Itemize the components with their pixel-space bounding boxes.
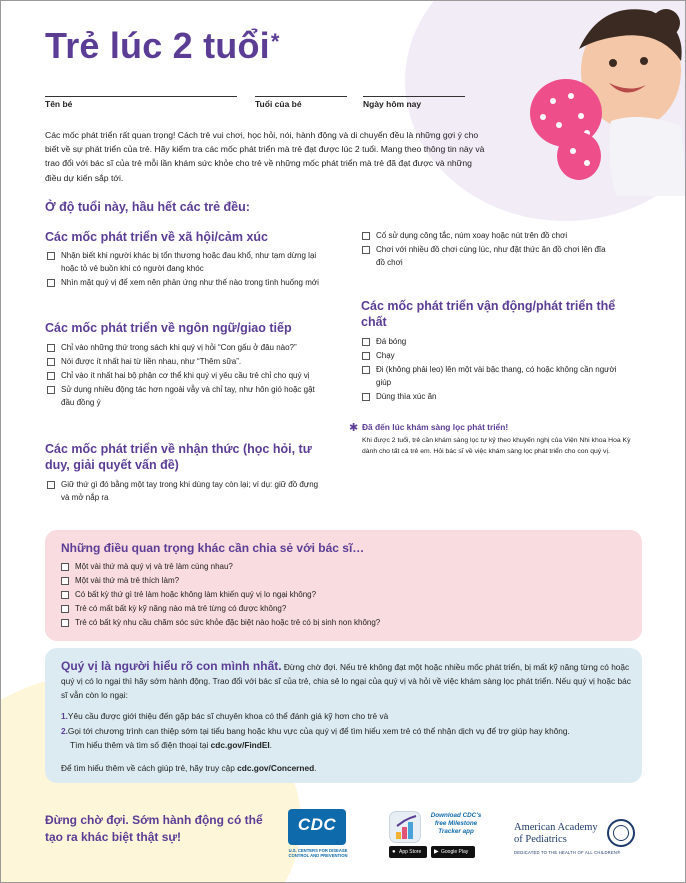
movement-item[interactable]: Đá bóng [362,335,632,348]
know-your-child-body: Đừng chờ đợi. Nếu trẻ không đạt một hoặc nhiều mốc phát triển, bị mất kỹ năng từng có hoặc quý vị có lo ngại thì hãy sớm hành động. Trao đổi với bác sĩ của trẻ, chia sẻ lo ngại của quý vị và hỏi về việc khám sàng lọc phát triển. Nếu quý vị hoặc bác sĩ vẫn còn lo ngại: [61,662,631,700]
app-store-badge[interactable] [389,846,427,858]
google-play-label: Google Play [441,849,469,855]
step-2-line-2 [61,738,631,752]
concerned-link[interactable]: cdc.gov/Concerned [237,763,315,773]
step-2-more-text: Tìm hiểu thêm và tìm số điện thoại tại [70,740,211,750]
today-date-label: Ngày hôm nay [363,99,422,109]
social-list [47,249,322,290]
at-this-age-heading: Ở độ tuổi này, hầu hết các trẻ đều: [45,200,250,214]
find-ei-link[interactable]: cdc.gov/FindEI [210,740,270,750]
child-name-label: Tên bé [45,99,73,109]
step-1-text: Yêu cầu được giới thiệu đến gặp bác sĩ chuyên khoa có thể đánh giá kỹ hơn cho trẻ và [67,711,389,721]
movement-list [362,335,632,404]
step-2-end: . [269,740,272,750]
other-things-item[interactable]: Trẻ có bất kỳ nhu cầu chăm sóc sức khỏe đặc biệt nào hoặc trẻ có bị sinh non không? [61,616,621,629]
know-your-child-text [61,659,631,702]
aap-name-line-1: American Academy [514,822,598,833]
child-photo [521,1,686,196]
cognitive-item[interactable]: Chơi với nhiều đồ chơi cùng lúc, như đặt thức ăn đồ chơi lên đĩa đồ chơi [362,243,607,269]
page-title [45,25,280,67]
step-1-number: 1. [61,711,68,721]
step-2-text: Gọi tới chương trình can thiệp sớm tại tiểu bang hoặc khu vực của quý vị để tìm hiểu xem trẻ có thể nhận dịch vụ để trợ giúp hay không. [67,726,570,736]
language-section-title: Các mốc phát triển về ngôn ngữ/giao tiếp [45,321,292,335]
know-your-child-highlight: Quý vị là người hiểu rõ con mình nhất. [61,659,282,673]
cdc-subtitle: U.S. CENTERS FOR DISEASE CONTROL AND PREVENTION [288,848,348,858]
movement-section-title: Các mốc phát triển vận động/phát triển thể chất [361,299,616,329]
cognitive-item[interactable]: Cố sử dụng công tắc, núm xoay hoặc nút trên đồ chơi [362,229,607,242]
know-your-child-box [45,648,642,783]
cognitive-list-right [362,229,607,270]
other-things-item[interactable]: Trẻ có mất bất kỳ kỹ năng nào mà trẻ từng có được không? [61,602,621,615]
screening-heading: Đã đến lúc khám sàng lọc phát triển! [362,422,509,432]
tagline: Đừng chờ đợi. Sớm hành động có thể tạo ra khác biệt thật sự! [45,813,263,844]
other-things-title: Những điều quan trọng khác cần chia sẻ với bác sĩ… [61,541,365,555]
cdc-logo[interactable] [288,809,346,845]
other-things-item[interactable]: Một vài thứ mà quý vị và trẻ làm cùng nhau? [61,560,621,573]
language-item[interactable]: Chỉ vào ít nhất hai bộ phận cơ thể khi quý vị yêu cầu trẻ chỉ cho quý vị [47,369,322,382]
star-icon: ✱ [349,422,359,434]
social-item[interactable]: Nhìn mặt quý vị để xem nên phản ứng như thế nào trong tình huống mới [47,276,322,289]
aap-name [514,822,598,846]
step-1 [61,709,631,723]
cognitive-list-left [47,478,322,505]
cdc-logo-text: CDC [297,815,337,834]
milestone-tracker-icon [390,812,421,843]
app-promo-text: Download CDC's free Milestone Tracker app [430,812,482,835]
title-asterisk: * [270,29,280,54]
screening-body: Khi được 2 tuổi, trẻ cần khám sàng lọc tự kỷ theo khuyến nghị của Viện Nhi khoa Hoa Kỳ dành cho tất cả trẻ em. Hỏi bác sĩ về việc khám sàng lọc phát triển cho con quý vị. [362,437,631,455]
cognitive-section-title: Các mốc phát triển về nhận thức (học hỏi, tư duy, giải quyết vấn đề) [45,442,312,472]
intro-paragraph: Các mốc phát triển rất quan trọng! Cách trẻ vui chơi, học hỏi, nói, hành động và di chuyển đều là những gợi ý cho biết về sự phát triển của trẻ. Hãy kiểm tra các mốc phát triển mà trẻ đạt được lúc 2 tuổi. Mang theo thông tin này và trao đổi với bác sĩ của trẻ mỗi lần khám sức khỏe cho trẻ về những mốc phát triển mà trẻ đã đạt được và những điều dự kiến sắp tới. [45,130,485,183]
language-item[interactable]: Nói được ít nhất hai từ liền nhau, như “Thêm sữa”. [47,355,322,368]
step-2 [61,724,631,738]
language-list [47,341,322,410]
other-things-box [45,530,642,641]
child-name-line[interactable] [45,96,237,97]
app-store-label: App Store [399,849,422,855]
language-item[interactable]: Chỉ vào những thứ trong sách khi quý vị hỏi “Con gấu ở đâu nào?” [47,341,322,354]
language-item[interactable]: Sử dụng nhiều động tác hơn ngoài vẫy và chỉ tay, như hôn gió hoặc gật đầu đồng ý [47,383,322,409]
social-section-title: Các mốc phát triển về xã hội/cảm xúc [45,230,268,244]
aap-name-line-2: of Pediatrics [514,834,567,845]
movement-item[interactable]: Dùng thìa xúc ăn [362,390,632,403]
today-date-line[interactable] [363,96,465,97]
google-play-badge[interactable] [431,846,475,858]
step-2-number: 2. [61,726,68,736]
learn-more-text [61,763,316,773]
title-text: Trẻ lúc 2 tuổi [45,25,270,66]
child-age-label: Tuổi của bé [255,99,302,109]
learn-more-prefix: Để tìm hiểu thêm về cách giúp trẻ, hãy truy cập [61,763,238,773]
movement-item[interactable]: Đi (không phải leo) lên một vài bậc thang, có hoặc không cần người giúp [362,363,632,389]
movement-item[interactable]: Chạy [362,349,632,362]
other-things-item[interactable]: Có bất kỳ thứ gì trẻ làm hoặc không làm khiến quý vị lo ngại không? [61,588,621,601]
play-icon: ▶ [434,849,439,855]
cognitive-item[interactable]: Giữ thứ gì đó bằng một tay trong khi dùng tay còn lại; ví dụ: giữ đồ đựng và mở nắp ra [47,478,322,504]
milestone-app-icon[interactable] [389,811,421,843]
apple-icon: ● [392,849,396,855]
other-things-list [61,560,621,630]
social-item[interactable]: Nhận biết khi người khác bị tổn thương hoặc đau khổ, như tạm dừng lại hoặc tỏ vẻ buồn khi có người đang khóc [47,249,322,275]
other-things-item[interactable]: Một vài thứ mà trẻ thích làm? [61,574,621,587]
aap-seal-icon [607,819,635,847]
aap-tagline: DEDICATED TO THE HEALTH OF ALL CHILDREN® [514,850,621,855]
child-age-line[interactable] [255,96,347,97]
learn-more-end: . [314,763,317,773]
